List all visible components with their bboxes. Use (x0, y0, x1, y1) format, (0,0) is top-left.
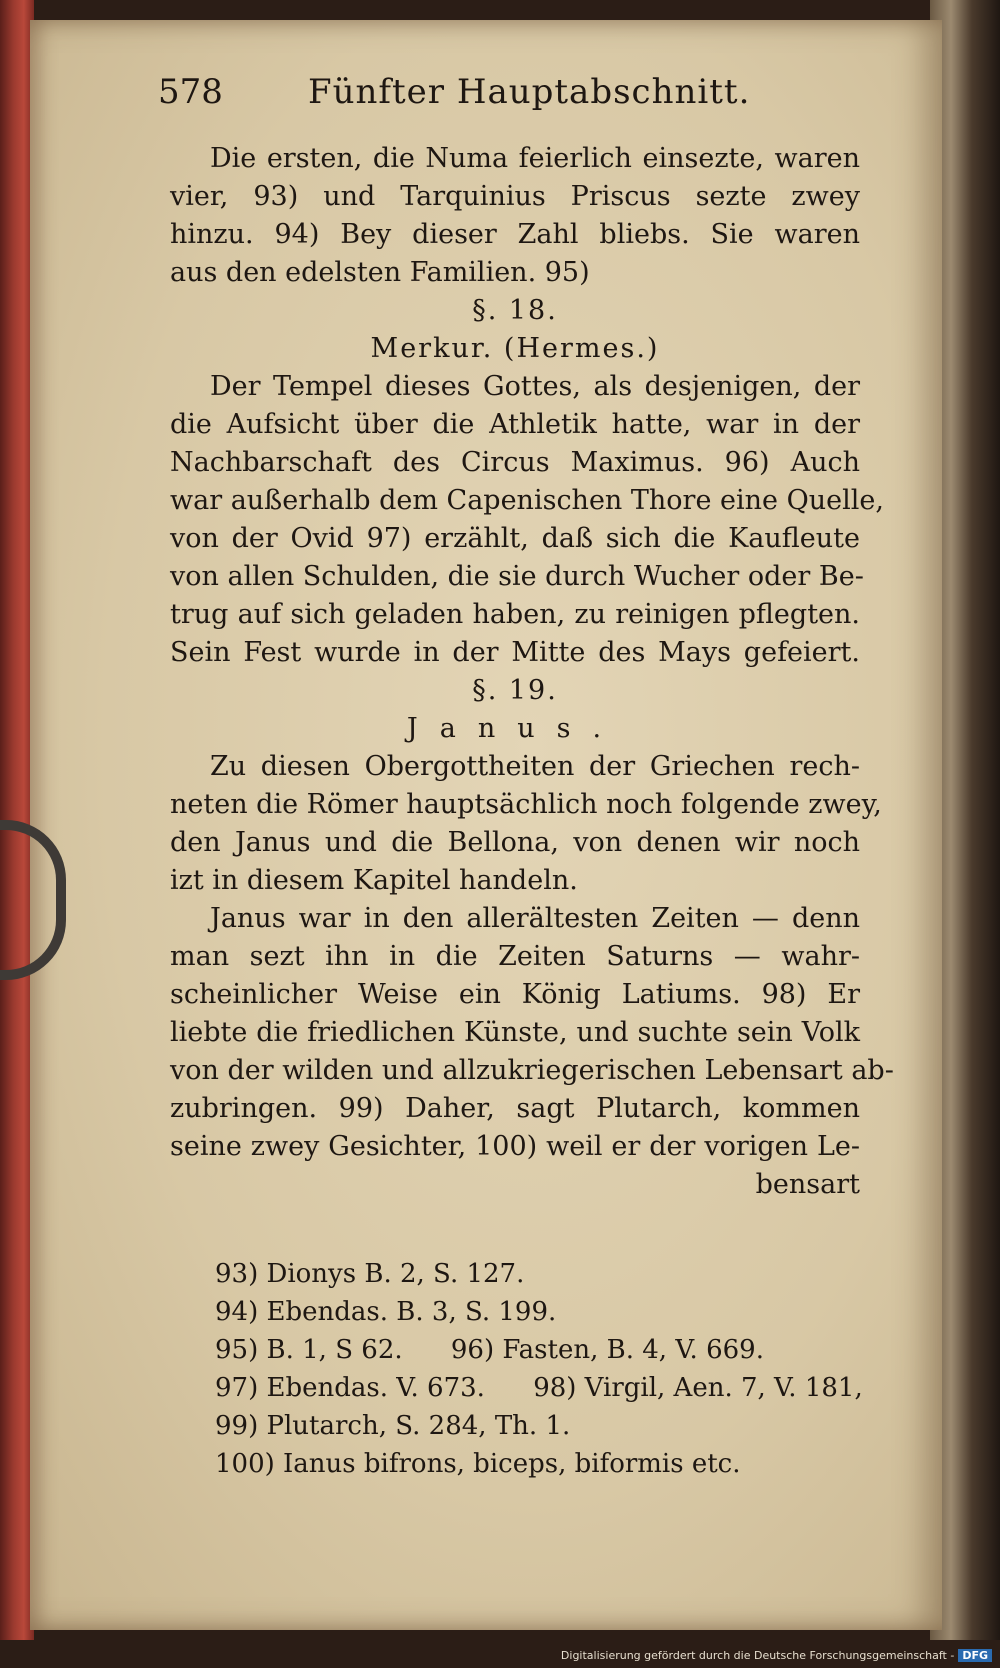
digitization-credit (561, 1649, 992, 1662)
footnote-row-97-98 (215, 1369, 863, 1407)
page-number: 578 (158, 72, 223, 112)
text-line: Sein Fest wurde in der Mitte des Mays gefeiert. (170, 637, 860, 668)
text-line: Janus war in den allerältesten Zeiten — denn (210, 903, 860, 934)
text-line: die Aufsicht über die Athletik hatte, war in der (170, 409, 860, 440)
body-text (170, 140, 894, 1204)
footnote-93: 93) Dionys B. 2, S. 127. (215, 1259, 525, 1289)
text-line: Nachbarschaft des Circus Maximus. 96) Auch (170, 447, 860, 478)
footnote-97: 97) Ebendas. V. 673. (215, 1373, 485, 1403)
text-line: von der Ovid 97) erzählt, daß sich die Kaufleute (170, 523, 860, 554)
text-line: zubringen. 99) Daher, sagt Plutarch, kommen (170, 1093, 860, 1124)
text-line: Der Tempel dieses Gottes, als desjenigen, der (210, 371, 860, 402)
text-line: §. 19. (472, 675, 558, 706)
text-line: trug auf sich geladen haben, zu reinigen pflegten. (170, 599, 860, 630)
dfg-logo: DFG (958, 1649, 992, 1662)
text-line: vier, 93) und Tarquinius Priscus sezte zwey (170, 181, 860, 212)
footnote-96: 96) Fasten, B. 4, V. 669. (450, 1335, 764, 1365)
text-line: man sezt ihn in die Zeiten Saturns — wahr- (170, 941, 860, 972)
text-line: hinzu. 94) Bey dieser Zahl bliebs. Sie waren (170, 219, 860, 250)
footnote-98: 98) Virgil, Aen. 7, V. 181, (533, 1373, 863, 1403)
text-line: war außerhalb dem Capenischen Thore eine Quelle, (170, 485, 884, 516)
footnote-100: 100) Ianus bifrons, biceps, biformis etc. (215, 1449, 741, 1479)
running-title: Fünfter Hauptabschnitt. (308, 72, 751, 112)
text-line: Merkur. (Hermes.) (370, 333, 660, 364)
footnote-99: 99) Plutarch, S. 284, Th. 1. (215, 1411, 571, 1441)
text-line: aus den edelsten Familien. 95) (170, 257, 590, 288)
footnote-94: 94) Ebendas. B. 3, S. 199. (215, 1297, 557, 1327)
text-line: Janus. (406, 713, 624, 744)
text-line: scheinlicher Weise ein König Latiums. 98) Er (170, 979, 860, 1010)
footnote-95: 95) B. 1, S 62. (215, 1335, 403, 1365)
text-line: seine zwey Gesichter, 100) weil er der vorigen Le- (170, 1131, 860, 1162)
text-line: Die ersten, die Numa feierlich einsezte, waren (210, 143, 860, 174)
text-line: von der wilden und allzukriegerischen Lebensart ab- (170, 1055, 894, 1086)
text-line: von allen Schulden, die sie durch Wucher oder Be- (170, 561, 864, 592)
page-header (158, 72, 858, 122)
text-line: §. 18. (472, 295, 558, 326)
credit-text: Digitalisierung gefördert durch die Deutsche Forschungsgemeinschaft - (560, 1649, 955, 1662)
footnote-row-95-96 (215, 1331, 855, 1369)
text-line: liebte die friedlichen Künste, und suchte sein Volk (170, 1017, 860, 1048)
text-line: neten die Römer hauptsächlich noch folgende zwey, (170, 789, 882, 820)
text-line: den Janus und die Bellona, von denen wir noch (170, 827, 860, 858)
text-line: izt in diesem Kapitel handeln. (170, 865, 578, 896)
text-line: bensart (755, 1169, 860, 1200)
text-line: Zu diesen Obergottheiten der Griechen rech- (210, 751, 860, 782)
footnotes (215, 1255, 863, 1483)
